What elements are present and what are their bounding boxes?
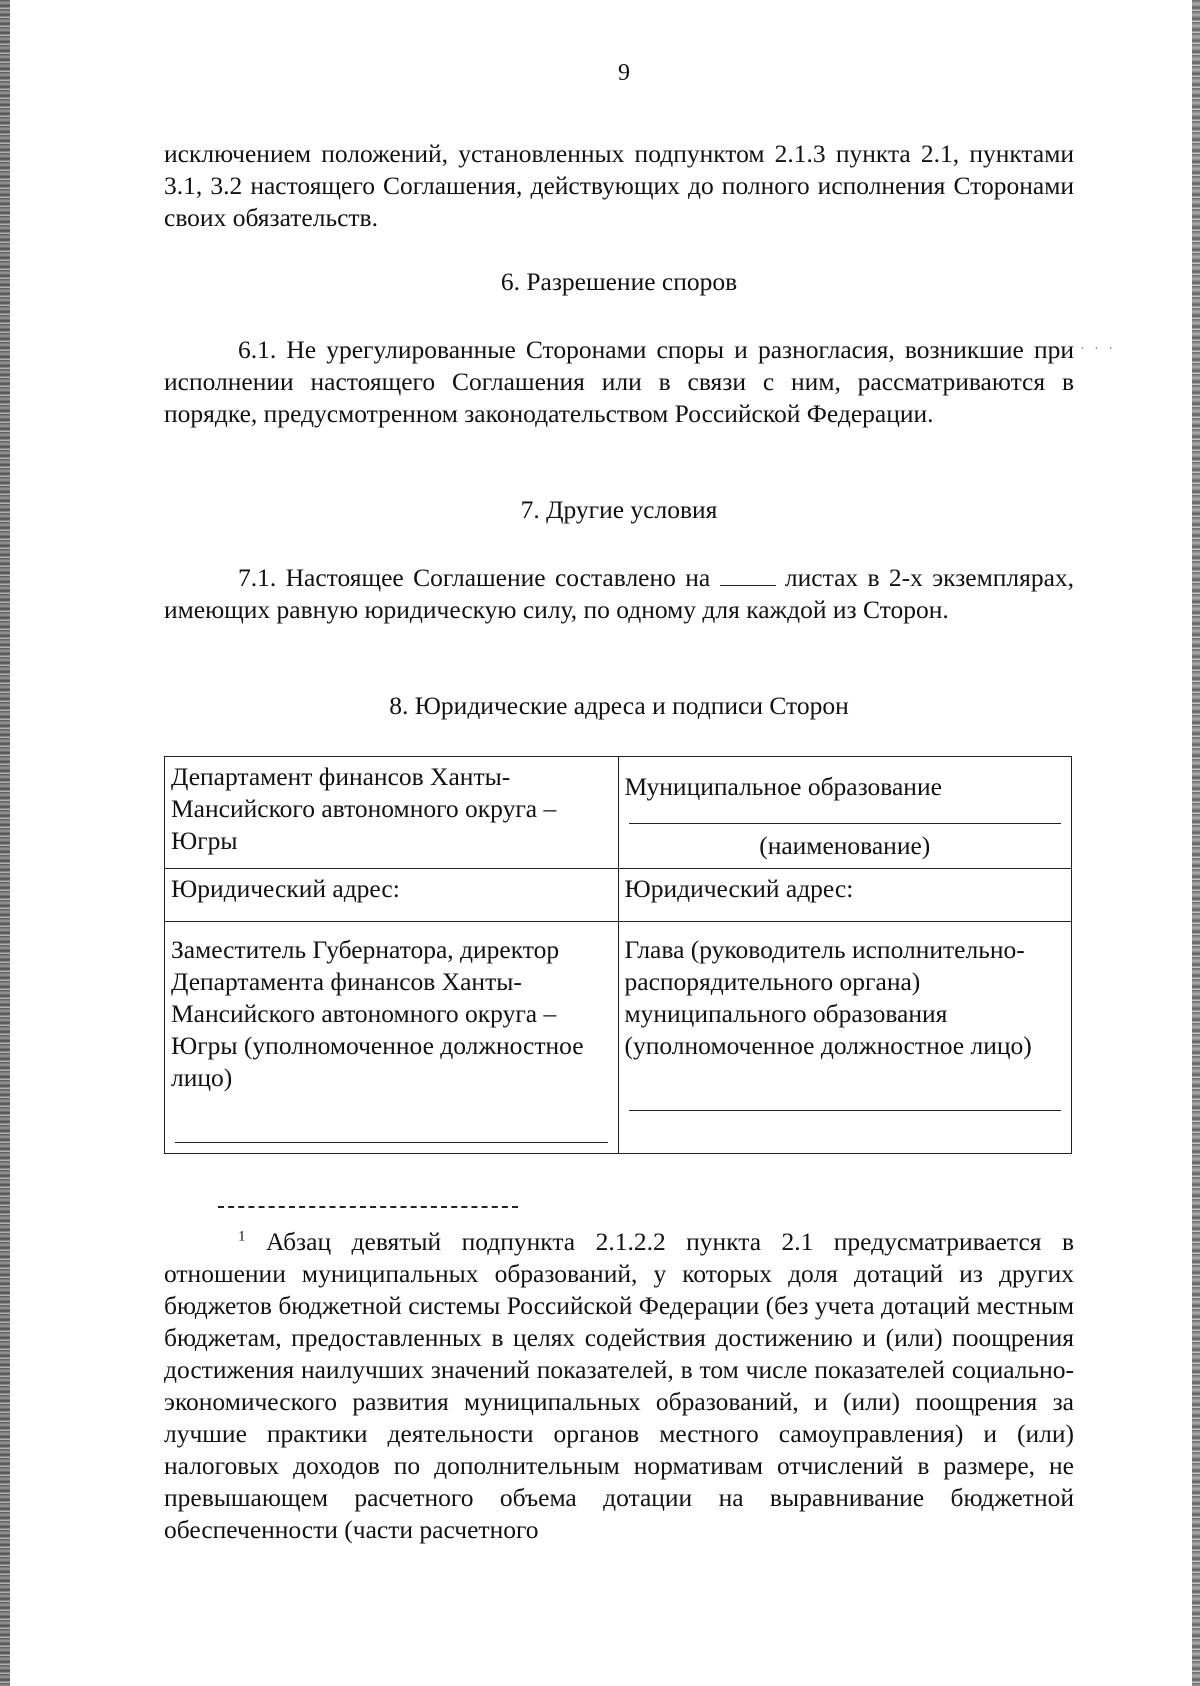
page-number: 9 bbox=[618, 60, 630, 86]
section-7 bbox=[164, 494, 1074, 526]
left-party-name: Департамент финансов Ханты-Мансийского автономного округа – Югры bbox=[171, 762, 557, 855]
municipality-name-line bbox=[629, 805, 1062, 824]
left-party-cell bbox=[165, 757, 619, 869]
right-party-caption: (наименование) bbox=[759, 831, 931, 860]
table-row bbox=[165, 922, 1072, 1154]
right-address-cell bbox=[618, 869, 1072, 922]
scan-edge-right bbox=[1192, 0, 1200, 1686]
scan-edge-left bbox=[0, 0, 10, 1686]
section-6 bbox=[164, 266, 1074, 298]
scan-speckle: · · · bbox=[1080, 342, 1116, 357]
sheet-count-blank bbox=[720, 563, 776, 586]
section-7-heading: 7. Другие условия bbox=[520, 495, 718, 524]
section-6-heading: 6. Разрешение споров bbox=[500, 267, 738, 296]
section-7-paragraph-start: 7.1. Настоящее Соглашение составлено на bbox=[238, 563, 711, 592]
right-party-name: Муниципальное образование bbox=[624, 772, 942, 801]
section-7-body bbox=[164, 562, 1074, 626]
left-address-label: Юридический адрес: bbox=[171, 874, 400, 903]
table-row bbox=[165, 869, 1072, 922]
section-7-paragraph bbox=[164, 562, 1074, 626]
right-signatory-title: Глава (руководитель исполнительно-распорядительного органа) муниципального образования (уполномоченное должностное лицо) bbox=[624, 935, 1032, 1060]
section-6-body bbox=[164, 334, 1074, 430]
left-address-cell bbox=[165, 869, 619, 922]
intro-block bbox=[164, 138, 1074, 234]
section-8 bbox=[164, 690, 1074, 722]
footnote-mark: 1 bbox=[238, 1228, 246, 1245]
footnote-separator bbox=[218, 1206, 518, 1208]
table-row bbox=[165, 757, 1072, 869]
right-signatory-cell bbox=[618, 922, 1072, 1154]
left-signatory-cell bbox=[165, 922, 619, 1154]
right-signature-line bbox=[629, 1110, 1062, 1111]
footnote-text: Абзац девятый подпункта 2.1.2.2 пункта 2.1 предусматривается в отношении муниципальных образований, у которых доля дотаций из других бюджетов бюджетной системы Российской Федерации (без учета дотаций местным бюджетам, предоставленных в целях содействия достижению и (или) поощрения достижения наилучших значений показателей, в том числе показателей социально-экономического развития муниципальных образований, и (или) поощрения за лучшие практики деятельности органов местного самоуправления) и (или) налоговых доходов по дополнительным нормативам отчислений в размере, не превышающем расчетного объема дотации на выравнивание бюджетной обеспеченности (части расчетного bbox=[164, 1227, 1075, 1544]
section-8-heading: 8. Юридические адреса и подписи Сторон bbox=[389, 691, 849, 720]
footnote bbox=[164, 1226, 1074, 1546]
section-6-paragraph: 6.1. Не урегулированные Сторонами споры и разногласия, возникшие при исполнении настоящего Соглашения или в связи с ним, рассматриваются в порядке, предусмотренном законодательством Российской Федерации. bbox=[164, 335, 1074, 428]
intro-paragraph: исключением положений, установленных подпунктом 2.1.3 пункта 2.1, пунктами 3.1, 3.2 настоящего Соглашения, действующих до полного исполнения Сторонами своих обязательств. bbox=[164, 139, 1074, 232]
left-signatory-title: Заместитель Губернатора, директор Департамента финансов Ханты-Мансийского автономного округа – Югры (уполномоченное должностное лицо) bbox=[171, 935, 584, 1092]
right-address-label: Юридический адрес: bbox=[624, 874, 854, 903]
left-signature-line bbox=[175, 1142, 608, 1143]
right-party-cell bbox=[618, 757, 1072, 869]
signatures-table bbox=[164, 756, 1072, 1154]
section-7-paragraph-end: листах в 2-х экземплярах, имеющих равную юридическую силу, по одному для каждой из Сторон. bbox=[164, 563, 1075, 624]
